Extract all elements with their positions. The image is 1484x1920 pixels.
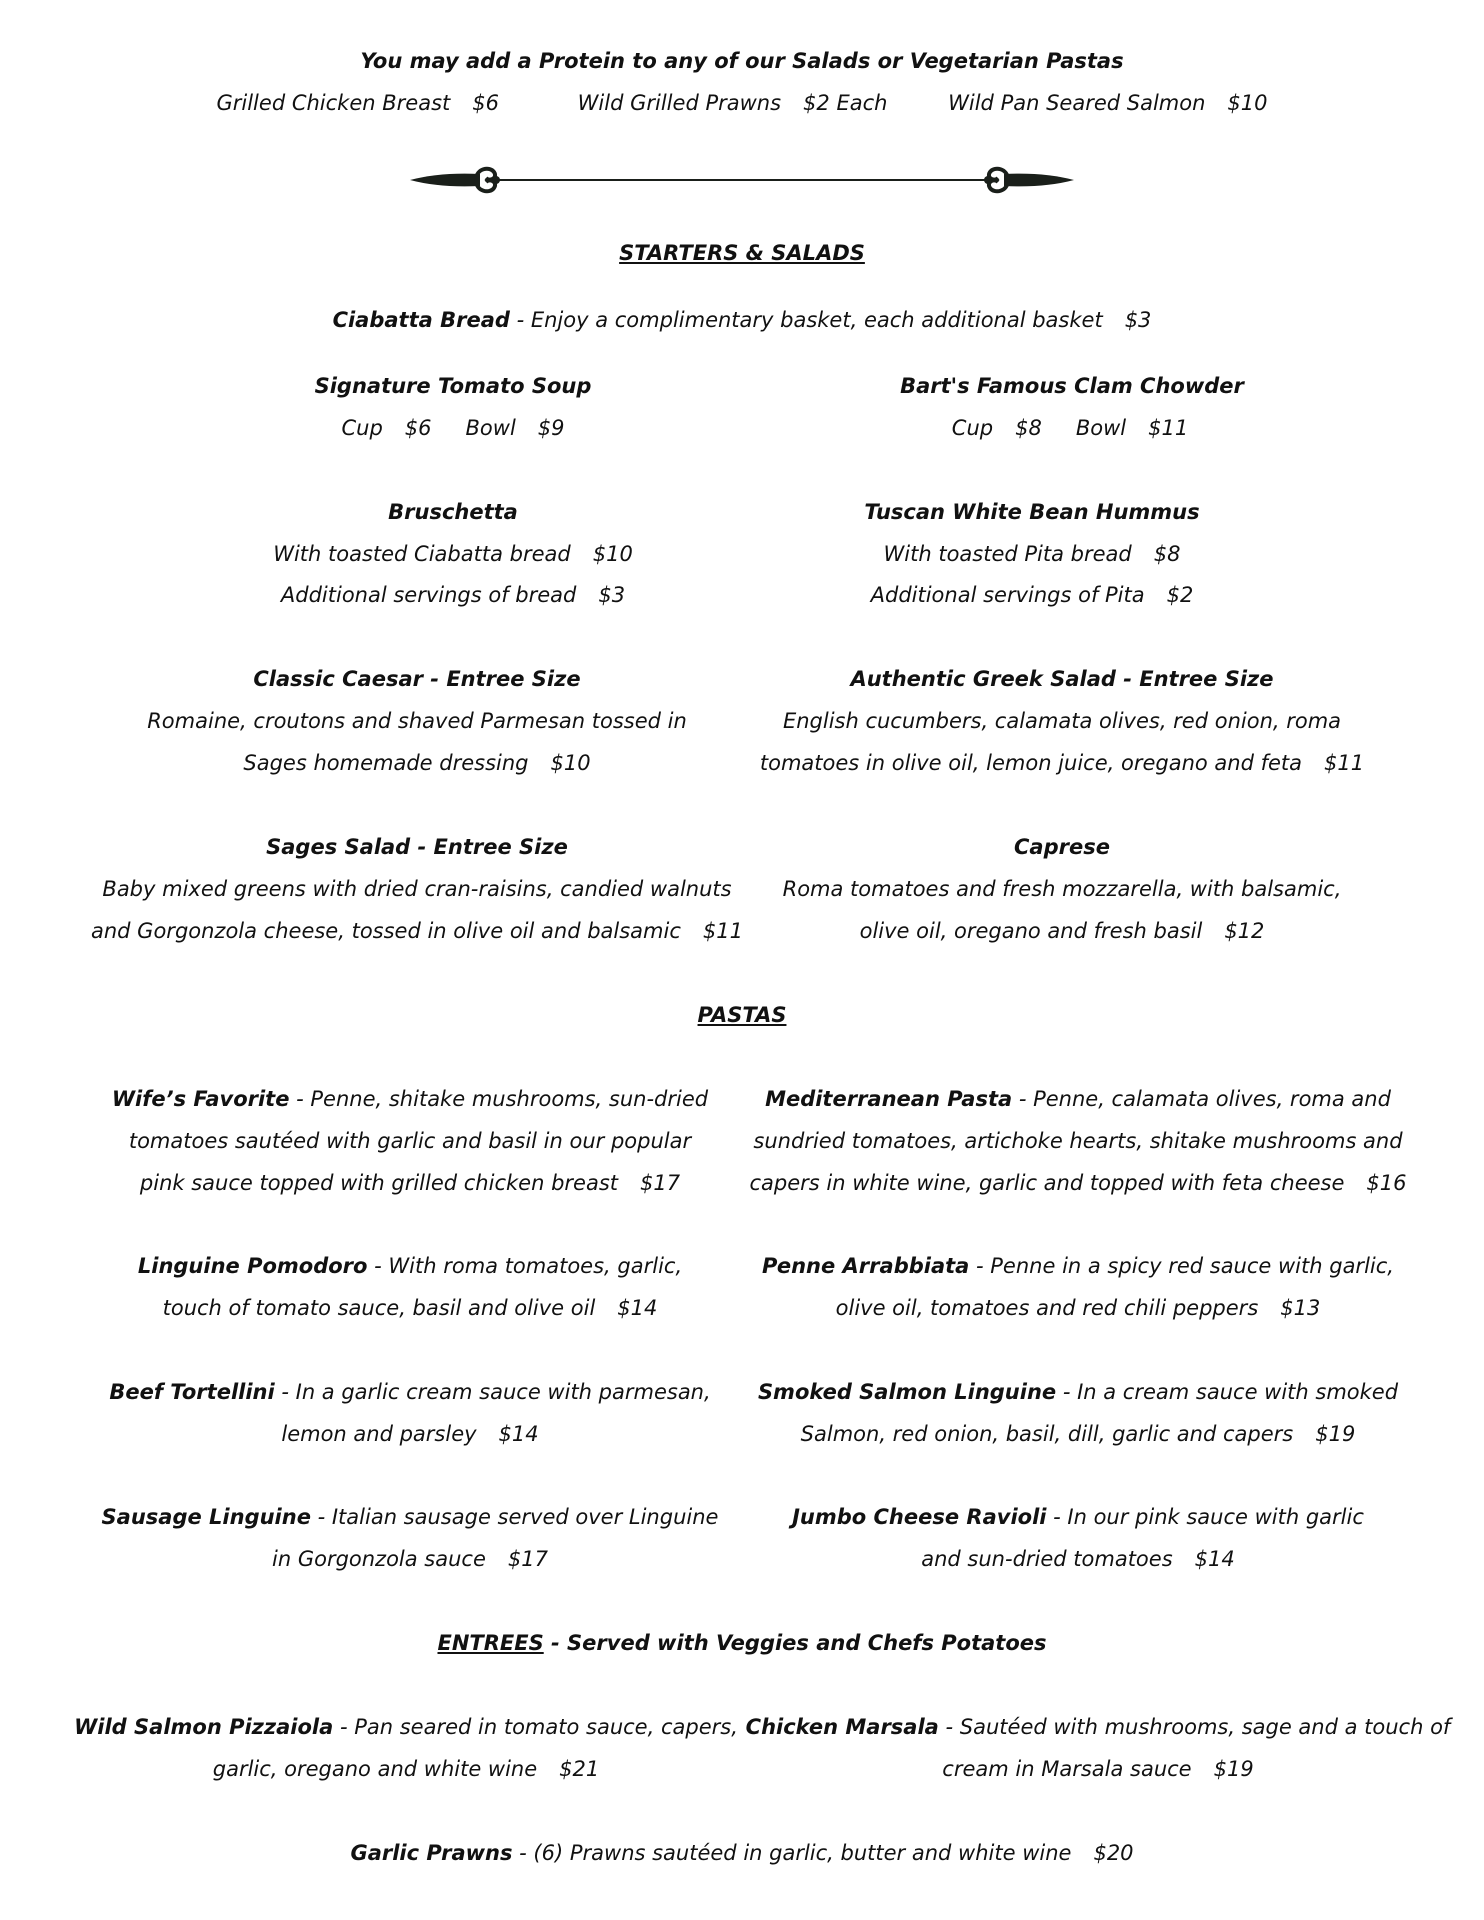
ciabatta-item: Ciabatta Bread - Enjoy a complimentary basket, each additional basket $3	[332, 308, 1152, 332]
caprese-line1: Roma tomatoes and fresh mozzarella, with balsamic,	[782, 877, 1342, 901]
sausage-line2: in Gorgonzola sauce $17	[272, 1547, 548, 1571]
tomato-soup-prices: Cup $6 Bowl $9	[341, 416, 565, 440]
salmon-pizzaiola-line1: Wild Salmon Pizzaiola - Pan seared in tomato sauce, capers,	[74, 1715, 738, 1739]
greek-line2: tomatoes in olive oil, lemon juice, oregano and feta $11	[759, 751, 1365, 775]
sages-salad-line2: and Gorgonzola cheese, tossed in olive oil and balsamic $11	[91, 919, 743, 943]
chicken-marsala-line2: cream in Marsala sauce $19	[942, 1757, 1254, 1781]
arrabbiata-line1: Penne Arrabbiata - Penne in a spicy red sauce with garlic,	[762, 1254, 1394, 1278]
garlic-prawns: Garlic Prawns - (6) Prawns sautéed in garlic, butter and white wine $20	[350, 1841, 1134, 1865]
caesar-line1: Romaine, croutons and shaved Parmesan tossed in	[147, 709, 687, 733]
tomato-soup-title: Signature Tomato Soup	[314, 374, 592, 398]
bruschetta-title: Bruschetta	[388, 500, 518, 524]
bruschetta-line1: With toasted Ciabatta bread $10	[273, 542, 633, 566]
greek-line1: English cucumbers, calamata olives, red onion, roma	[782, 709, 1342, 733]
greek-title: Authentic Greek Salad - Entree Size	[850, 667, 1274, 691]
salmon-pizzaiola-line2: garlic, oregano and white wine $21	[212, 1757, 600, 1781]
sages-salad-title: Sages Salad - Entree Size	[266, 835, 568, 859]
ornamental-divider	[410, 160, 1074, 200]
protein-prawns: Wild Grilled Prawns $2 Each	[577, 91, 888, 115]
hummus-title: Tuscan White Bean Hummus	[864, 500, 1200, 524]
mediterranean-line1: Mediterranean Pasta - Penne, calamata olives, roma and	[765, 1087, 1391, 1111]
protein-chicken: Grilled Chicken Breast $6	[216, 91, 499, 115]
sausage-line1: Sausage Linguine - Italian sausage served over Linguine	[101, 1505, 719, 1529]
hummus-line2: Additional servings of Pita $2	[870, 583, 1194, 607]
caprese-title: Caprese	[1014, 835, 1110, 859]
mediterranean-line2: sundried tomatoes, artichoke hearts, shitake mushrooms and	[753, 1129, 1403, 1153]
pomodoro-line2: touch of tomato sauce, basil and olive oil $14	[162, 1296, 658, 1320]
wife-favorite-line3: pink sauce topped with grilled chicken breast $17	[139, 1171, 681, 1195]
wife-favorite-line1: Wife’s Favorite - Penne, shitake mushrooms, sun-dried	[111, 1087, 709, 1111]
ravioli-line2: and sun-dried tomatoes $14	[921, 1547, 1235, 1571]
arrabbiata-line2: olive oil, tomatoes and red chili peppers $13	[835, 1296, 1321, 1320]
smoked-salmon-line1: Smoked Salmon Linguine - In a cream sauce with smoked	[757, 1380, 1399, 1404]
caprese-line2: olive oil, oregano and fresh basil $12	[859, 919, 1265, 943]
protein-salmon: Wild Pan Seared Salmon $10	[948, 91, 1268, 115]
entrees-heading: ENTREES - Served with Veggies and Chefs Potatoes	[437, 1631, 1047, 1655]
starters-heading: STARTERS & SALADS	[619, 241, 865, 265]
protein-options	[0, 88, 1484, 118]
wife-favorite-line2: tomatoes sautéed with garlic and basil in our popular	[128, 1129, 692, 1153]
chicken-marsala-line1: Chicken Marsala - Sautéed with mushrooms, sage and a touch of	[745, 1715, 1451, 1739]
protein-heading: You may add a Protein to any of our Salads or Vegetarian Pastas	[360, 49, 1124, 73]
bruschetta-line2: Additional servings of bread $3	[280, 583, 626, 607]
pomodoro-line1: Linguine Pomodoro - With roma tomatoes, garlic,	[137, 1254, 683, 1278]
clam-chowder-prices: Cup $8 Bowl $11	[951, 416, 1189, 440]
tortellini-line1: Beef Tortellini - In a garlic cream sauce with parmesan,	[109, 1380, 711, 1404]
clam-chowder-title: Bart's Famous Clam Chowder	[900, 374, 1244, 398]
mediterranean-line3: capers in white wine, garlic and topped with feta cheese $16	[749, 1171, 1407, 1195]
ravioli-line1: Jumbo Cheese Ravioli - In our pink sauce with garlic	[792, 1505, 1364, 1529]
tortellini-line2: lemon and parsley $14	[281, 1422, 539, 1446]
pastas-heading: PASTAS	[697, 1003, 787, 1027]
caesar-title: Classic Caesar - Entree Size	[253, 667, 581, 691]
hummus-line1: With toasted Pita bread $8	[883, 542, 1181, 566]
sages-salad-line1: Baby mixed greens with dried cran-raisins, candied walnuts	[102, 877, 732, 901]
caesar-line2: Sages homemade dressing $10	[243, 751, 591, 775]
smoked-salmon-line2: Salmon, red onion, basil, dill, garlic and capers $19	[800, 1422, 1356, 1446]
